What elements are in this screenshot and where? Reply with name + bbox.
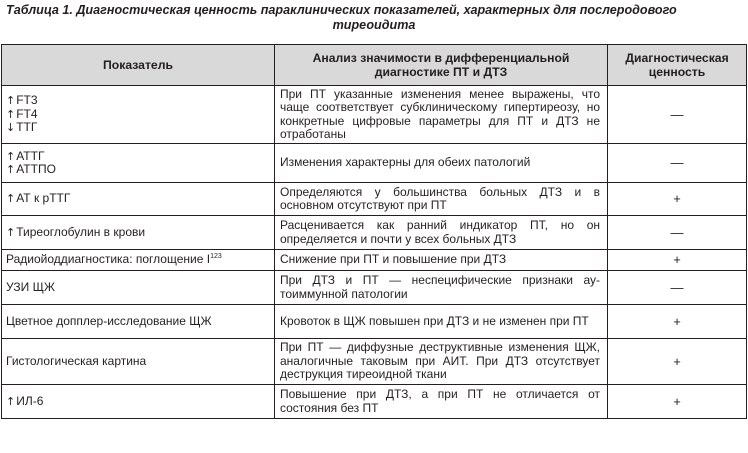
analysis-cell: Снижение при ПТ и повышение при ДТЗ xyxy=(275,250,608,271)
analysis-cell: При ПТ указанные изменения менее выражены, что чаще соответствует субклиническому гипертиреозу, но конкретные цифровые параметры для ПТ и ДТЗ не отработаны xyxy=(275,86,608,144)
indicator-text: FT4 xyxy=(16,106,38,121)
indicator-cell xyxy=(2,86,275,144)
table-row xyxy=(2,385,747,419)
arrow-up-icon: ↑ xyxy=(6,225,16,239)
analysis-cell: Изменения характерны для обеих патологий xyxy=(275,144,608,183)
indicator-cell xyxy=(2,271,275,305)
indicator-line xyxy=(6,395,270,409)
header-row xyxy=(2,45,747,86)
table-row xyxy=(2,216,747,250)
value-cell: — xyxy=(608,271,747,305)
header-value: Диагностическая ценность xyxy=(608,45,747,86)
indicator-line xyxy=(6,121,270,135)
indicator-text: АТТГ xyxy=(16,148,45,163)
analysis-cell: При ПТ — диффузные деструктивные изменения ЩЖ, аналогичные таковым при АИТ. При ДТЗ отсутствует деструкция тиреоидной ткани xyxy=(275,339,608,385)
indicator-cell xyxy=(2,339,275,385)
table-row xyxy=(2,144,747,183)
arrow-down-icon: ↓ xyxy=(6,121,16,135)
indicator-line xyxy=(6,94,270,108)
value-cell: + xyxy=(608,385,747,419)
indicator-text: Тиреоглобулин в крови xyxy=(16,224,146,239)
indicator-cell xyxy=(2,385,275,419)
indicator-text: ТТГ xyxy=(16,120,38,135)
indicator-cell xyxy=(2,183,275,216)
indicator-text: Цветное допплер-исследование ЩЖ xyxy=(6,313,212,328)
caption-line-2: тиреоидита xyxy=(332,18,416,32)
indicator-text: FT3 xyxy=(16,93,38,108)
indicator-text: АТТПО xyxy=(16,162,56,176)
indicator-line xyxy=(6,226,270,240)
analysis-cell: Кровоток в ЩЖ повышен при ДТЗ и не изменен при ПТ xyxy=(275,305,608,339)
indicator-cell xyxy=(2,305,275,339)
analysis-cell: Повышение при ДТЗ, а при ПТ не отличается от состояния без ПТ xyxy=(275,385,608,419)
indicator-line xyxy=(6,108,270,122)
indicator-text: Радиойоддиагностика: поглощение I xyxy=(6,252,211,267)
table-row xyxy=(2,305,747,339)
indicator-text: Гистологическая картина xyxy=(6,353,147,368)
value-cell: — xyxy=(608,216,747,250)
header-analysis: Анализ значимости в дифференциальной диагностике ПТ и ДТЗ xyxy=(275,45,608,86)
arrow-up-icon: ↑ xyxy=(6,163,16,176)
table-caption xyxy=(6,3,742,33)
value-cell: — xyxy=(608,86,747,144)
value-cell: + xyxy=(608,305,747,339)
indicator-cell xyxy=(2,144,275,183)
indicator-text: УЗИ ЩЖ xyxy=(6,279,55,294)
table-row xyxy=(2,86,747,144)
indicator-line xyxy=(6,253,270,267)
arrow-up-icon: ↑ xyxy=(6,94,16,108)
header-indicator: Показатель xyxy=(2,45,275,86)
value-cell: + xyxy=(608,250,747,271)
caption-line-1: Таблица 1. Диагностическая ценность параклинических показателей, характерных для послеродового xyxy=(6,3,677,17)
arrow-up-icon: ↑ xyxy=(6,107,16,121)
indicator-line xyxy=(6,150,270,164)
indicator-text: ИЛ-6 xyxy=(16,393,44,408)
analysis-cell: При ДТЗ и ПТ — неспецифические признаки аутоиммунной патологии xyxy=(275,271,608,305)
indicator-line xyxy=(6,315,270,329)
indicator-line xyxy=(6,281,270,295)
analysis-cell: Определяются у большинства больных ДТЗ и в основном отсутствуют при ПТ xyxy=(275,183,608,216)
arrow-up-icon: ↑ xyxy=(6,394,16,408)
isotope-superscript: 123 xyxy=(210,253,222,261)
table-row xyxy=(2,339,747,385)
indicator-line xyxy=(6,192,270,206)
indicator-cell xyxy=(2,216,275,250)
arrow-up-icon: ↑ xyxy=(6,192,16,206)
indicator-line xyxy=(6,355,270,369)
table-row xyxy=(2,271,747,305)
indicator-cell xyxy=(2,250,275,271)
value-cell: + xyxy=(608,183,747,216)
indicator-line xyxy=(6,163,270,177)
arrow-up-icon: ↑ xyxy=(6,149,16,163)
table-row xyxy=(2,250,747,271)
value-cell: + xyxy=(608,339,747,385)
value-cell: — xyxy=(608,144,747,183)
indicator-text: АТ к рТТГ xyxy=(16,191,71,206)
table-row xyxy=(2,183,747,216)
analysis-cell: Расценивается как ранний индикатор ПТ, но он определяется и почти у всех больных ДТЗ xyxy=(275,216,608,250)
diagnostic-table xyxy=(1,44,747,419)
